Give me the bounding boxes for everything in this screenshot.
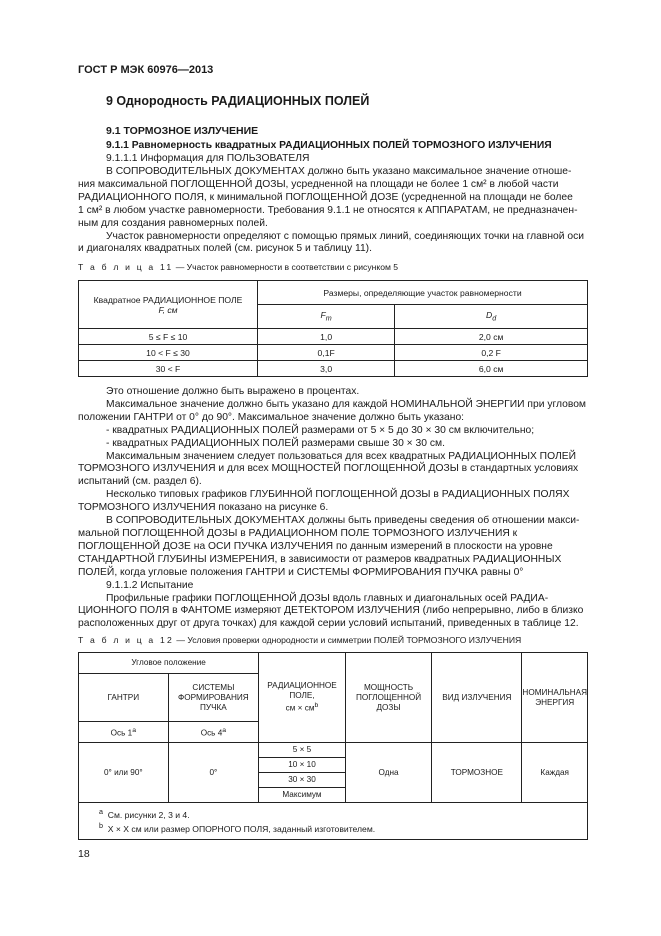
text-line: Максимальным значением следует пользоваться для всех квадратных РАДИАЦИОННЫХ ПОЛЕЙ [106, 450, 577, 462]
footnote-a: $^a$ См. рисунки 2, 3 и 4. [99, 808, 190, 820]
table-12-header-axis4: Ось 4$^a$ [168, 722, 259, 743]
table-12-footnotes [79, 803, 588, 840]
table-cell: 5 ≤ F ≤ 10 [79, 329, 258, 345]
table-cell: 3,0 [258, 361, 395, 377]
table-cell: 0,1F [258, 345, 395, 361]
text-line: Профильные графики ПОГЛОЩЕННОЙ ДОЗЫ вдоль главных и диагональных осей РАДИА- [106, 592, 549, 604]
text-line: Это отношение должно быть выражено в процентах. [106, 386, 360, 397]
text-line: ния максимальной ПОГЛОЩЕННОЙ ДОЗЫ, усредненной на площади не более 1 см² в любой части [78, 178, 559, 190]
table-cell: 30 × 30 [259, 773, 346, 788]
table-12-header-field: РАДИАЦИОННОЕ ПОЛЕ, см × $см^b$ [259, 653, 346, 743]
page-number: 18 [78, 848, 90, 860]
table-11-label: Т а б л и ц а 11 [78, 262, 174, 272]
table-cell: 30 < F [79, 361, 258, 377]
table-12-header-gantry: ГАНТРИ [79, 674, 169, 722]
text-line: Участок равномерности определяют с помощью прямых линий, соединяющих точки на главной оси [106, 230, 584, 242]
table-11-header-field: Квадратное РАДИАЦИОННОЕ ПОЛЕ F, см [79, 281, 258, 329]
table-12-label: Т а б л и ц а 12 [78, 635, 174, 645]
text-line: ТОРМОЗНОГО ИЗЛУЧЕНИЯ и для всех МОЩНОСТЕЙ ПОГЛОЩЕННОЙ ДОЗЫ в стандартных условиях [78, 463, 579, 475]
clause-9112-title: 9.1.1.2 Испытание [106, 579, 194, 591]
table-11-header-dims: Размеры, определяющие участок равномерности [258, 281, 588, 305]
subsection-title: 9.1 ТОРМОЗНОЕ ИЗЛУЧЕНИЕ [106, 125, 259, 137]
table-cell: 5 × 5 [259, 743, 346, 758]
list-item: - квадратных РАДИАЦИОННЫХ ПОЛЕЙ размерами свыше 30 × 30 см. [106, 437, 445, 449]
text-line: и диагоналях квадратных полей (см. рисунок 5 и таблицу 11). [78, 243, 372, 255]
table-11-header-fm: $F_m$ [258, 305, 395, 329]
table-12-header-power: МОЩНОСТЬ ПОГЛОЩЕННОЙ ДОЗЫ [345, 653, 432, 743]
text-line: испытаний (см. раздел 6). [78, 476, 202, 488]
text-line: положении ГАНТРИ от 0° до 90°. Максимальное значение должно быть указано: [78, 411, 465, 423]
table-cell: ТОРМОЗНОЕ [432, 743, 522, 803]
table-cell: Одна [345, 743, 432, 803]
table-11-caption-text: — Участок равномерности в соответствии с рисунком 5 [173, 262, 399, 272]
text-line: В СОПРОВОДИТЕЛЬНЫХ ДОКУМЕНТАХ должны быть приведены сведения об отношении макси- [106, 515, 580, 527]
text-line: СТАНДАРТНОЙ ГЛУБИНЫ ИЗМЕРЕНИЯ, в зависимости от размеров квадратных РАДИАЦИОННЫХ [78, 553, 562, 565]
table-cell: Максимум [259, 788, 346, 803]
text-line: Максимальное значение должно быть указано для каждой НОМИНАЛЬНОЙ ЭНЕРГИИ при угловом [106, 398, 587, 410]
text-line: РАДИАЦИОННОГО ПОЛЯ, к минимальной ПОГЛОЩЕННОЙ ДОЗЕ (усредненной на площади не более [78, 191, 573, 203]
table-cell: 6,0 см [395, 361, 588, 377]
text-line: ТОРМОЗНОГО ИЗЛУЧЕНИЯ показано на рисунке 6. [78, 502, 329, 514]
table-12-caption [78, 635, 521, 646]
table-cell: 0° [168, 743, 259, 803]
table-cell: 0° или 90° [79, 743, 169, 803]
text-line: ным для создания равномерных полей. [78, 217, 268, 229]
text-line: Несколько типовых графиков ГЛУБИННОЙ ПОГЛОЩЕННОЙ ДОЗЫ в РАДИАЦИОННЫХ ПОЛЯХ [106, 489, 570, 501]
body-block-2 [78, 386, 588, 631]
table-cell: 2,0 см [395, 329, 588, 345]
table-11 [78, 280, 588, 377]
text-line: мальной ПОГЛОЩЕННОЙ ДОЗЫ в РАДИАЦИОННОМ ПОЛЕ ТОРМОЗНОГО ИЗЛУЧЕНИЯ к [78, 527, 518, 539]
table-12-header-energy: НОМИНАЛЬНАЯ ЭНЕРГИЯ [522, 653, 588, 743]
text-line: расположенных друг от друга точках) для каждой серии условий испытаний, приведенных в таблице 12. [78, 618, 579, 630]
table-cell: 10 < F ≤ 30 [79, 345, 258, 361]
table-12-header-axis1: Ось 1$^a$ [79, 722, 169, 743]
footnote-b: $^b$ X × X см или размер ОПОРНОГО ПОЛЯ, заданный изготовителем. [99, 821, 376, 834]
table-cell: 0,2 F [395, 345, 588, 361]
table-12-header-type: ВИД ИЗЛУЧЕНИЯ [432, 653, 522, 743]
table-11-header-dd: $D_d$ [395, 305, 588, 329]
table-12-caption-text: — Условия проверки однородности и симметрии ПОЛЕЙ ТОРМОЗНОГО ИЗЛУЧЕНИЯ [173, 635, 522, 645]
table-11-caption [78, 262, 398, 273]
document-header: ГОСТ Р МЭК 60976—2013 [78, 64, 214, 76]
table-12-header-angular: Угловое положение [79, 653, 259, 674]
text-line: ПОЛЕЙ, когда угловые положения ГАНТРИ и СИСТЕМЫ ФОРМИРОВАНИЯ ПУЧКА равны 0° [78, 566, 524, 578]
section-title: 9 Однородность РАДИАЦИОННЫХ ПОЛЕЙ [106, 94, 370, 108]
table-12-header-system: СИСТЕМЫ ФОРМИРОВАНИЯ ПУЧКА [168, 674, 259, 722]
table-12 [78, 652, 588, 840]
table-cell: Каждая [522, 743, 588, 803]
table-cell: 10 × 10 [259, 758, 346, 773]
list-item: - квадратных РАДИАЦИОННЫХ ПОЛЕЙ размерами от 5 × 5 до 30 × 30 см включительно; [106, 424, 535, 436]
body-block-1 [78, 166, 588, 256]
table-cell: 1,0 [258, 329, 395, 345]
clause-9111-title: 9.1.1.1 Информация для ПОЛЬЗОВАТЕЛЯ [106, 153, 310, 164]
text-line: ЦИОННОГО ПОЛЯ в ФАНТОМЕ измеряют ДЕТЕКТОРОМ ИЗЛУЧЕНИЯ (либо непрерывно, либо в близко [78, 605, 584, 617]
text-line: В СОПРОВОДИТЕЛЬНЫХ ДОКУМЕНТАХ должно быть указано максимальное значение отноше- [106, 166, 572, 177]
clause-911-title: 9.1.1 Равномерность квадратных РАДИАЦИОННЫХ ПОЛЕЙ ТОРМОЗНОГО ИЗЛУЧЕНИЯ [106, 140, 552, 151]
text-line: 1 см² в любом участке равномерности. Требования 9.1.1 не относятся к АППАРАТАМ, не предназначен- [78, 204, 578, 216]
text-line: ПОГЛОЩЕННОЙ ДОЗЕ на ОСИ ПУЧКА ИЗЛУЧЕНИЯ по данным измерений в плоскости на уровне [78, 540, 553, 552]
